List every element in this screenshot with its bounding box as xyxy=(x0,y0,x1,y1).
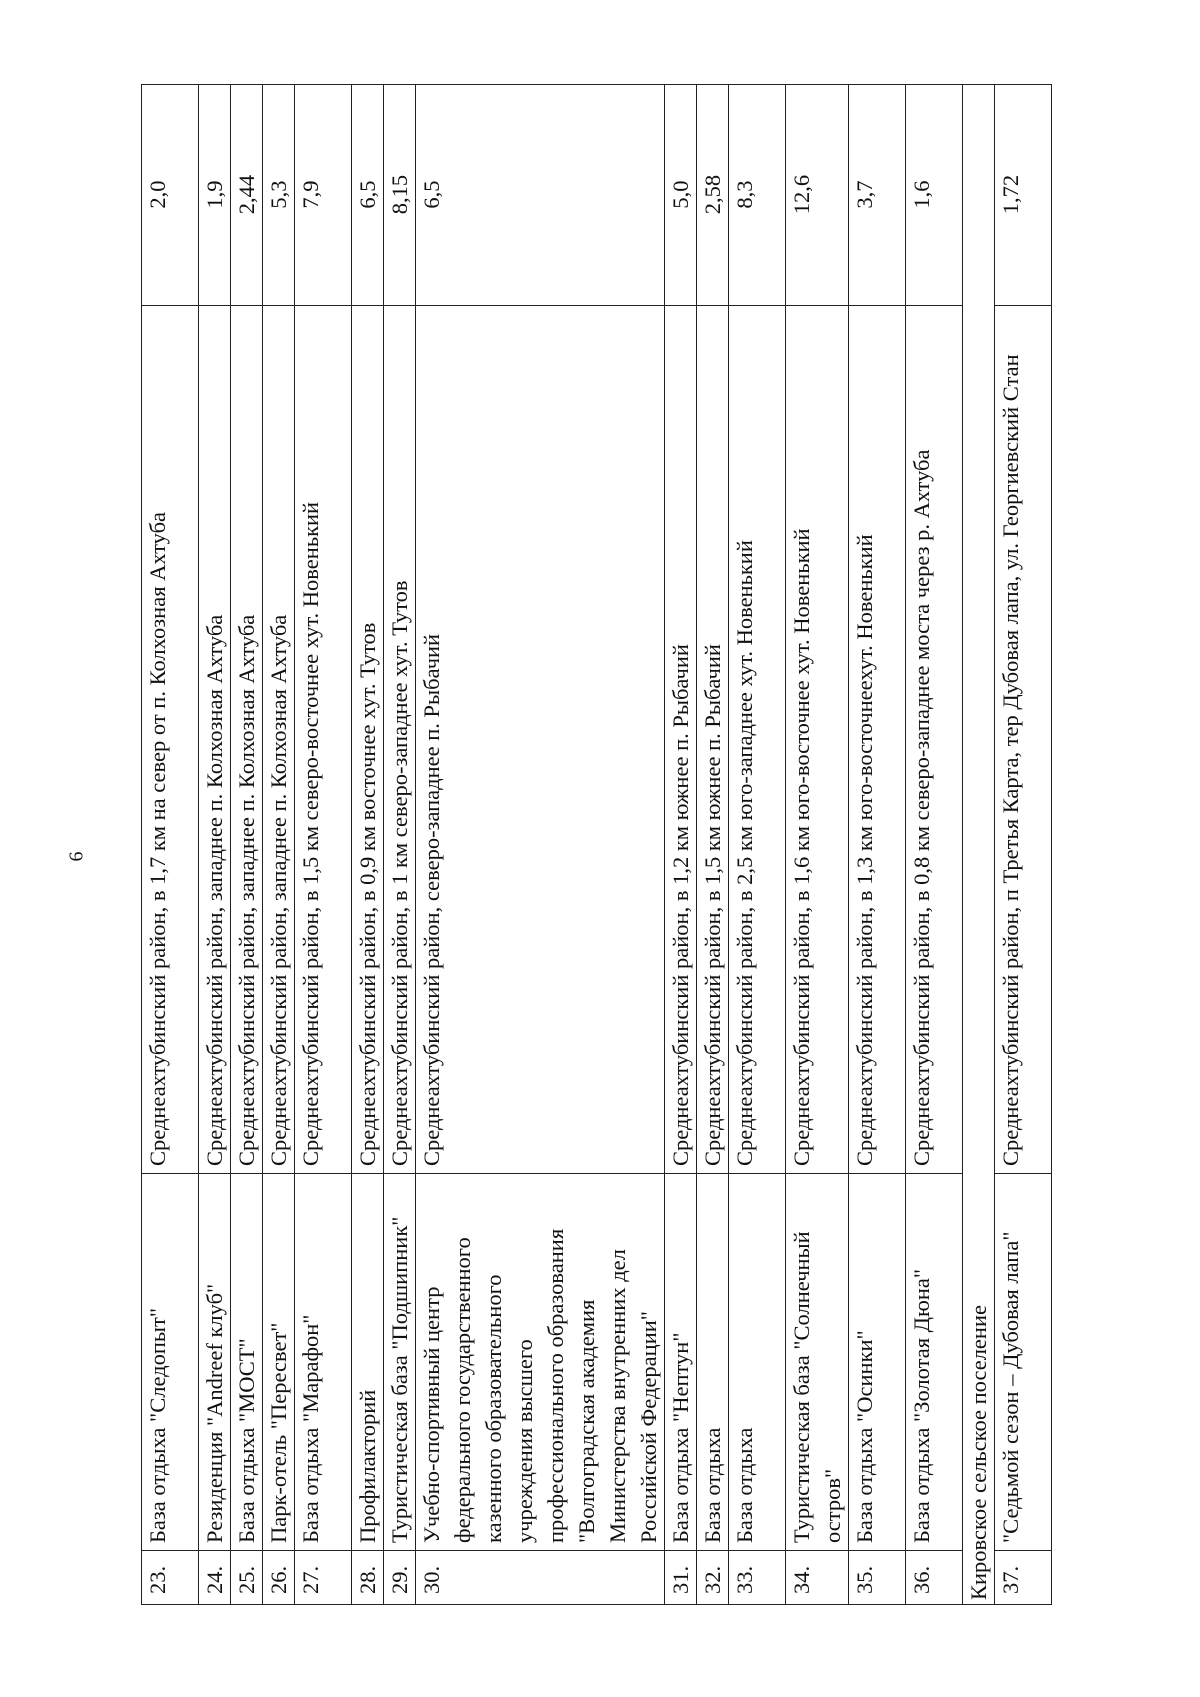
row-number: 37. xyxy=(995,1551,1052,1605)
facility-name: База отдыха "Следопыт" xyxy=(142,1174,199,1551)
row-number: 30. xyxy=(416,1551,665,1605)
table-row xyxy=(906,85,963,1605)
table-row xyxy=(352,85,384,1605)
recreation-facilities-table xyxy=(141,84,1052,1605)
table-row xyxy=(295,85,352,1605)
table-row xyxy=(416,85,665,1605)
row-number: 31. xyxy=(665,1551,697,1605)
facility-location: Среднеахтубинский район, западнее п. Колхозная Ахтуба xyxy=(199,306,231,1174)
row-number: 35. xyxy=(849,1551,906,1605)
facility-location: Среднеахтубинский район, западнее п. Колхозная Ахтуба xyxy=(263,306,295,1174)
facility-location: Среднеахтубинский район, западнее п. Колхозная Ахтуба xyxy=(231,306,263,1174)
facility-name: Туристическая база "Солнечный остров" xyxy=(786,1174,849,1551)
facility-area: 7,9 xyxy=(295,85,352,306)
facility-name: База отдыха "Нептун" xyxy=(665,1174,697,1551)
facility-name: Туристическая база "Подшипник" xyxy=(384,1174,416,1551)
facility-area: 1,9 xyxy=(199,85,231,306)
row-number: 26. xyxy=(263,1551,295,1605)
table-row xyxy=(665,85,697,1605)
facility-name: База отдыха "МОСТ" xyxy=(231,1174,263,1551)
rotated-table-container xyxy=(141,85,1061,1605)
facility-location: Среднеахтубинский район, в 0,9 км восточнее хут. Тутов xyxy=(352,306,384,1174)
facility-name: База отдыха xyxy=(729,1174,786,1551)
facility-location: Среднеахтубинский район, северо-западнее п. Рыбачий xyxy=(416,306,665,1174)
row-number: 34. xyxy=(786,1551,849,1605)
facility-location: Среднеахтубинский район, в 1,2 км южнее п. Рыбачий xyxy=(665,306,697,1174)
facility-name: Парк-отель "Пересвет" xyxy=(263,1174,295,1551)
row-number: 29. xyxy=(384,1551,416,1605)
facility-area: 2,44 xyxy=(231,85,263,306)
row-number: 28. xyxy=(352,1551,384,1605)
facility-name: Профилакторий xyxy=(352,1174,384,1551)
row-number: 25. xyxy=(231,1551,263,1605)
table-row xyxy=(199,85,231,1605)
facility-area: 8,3 xyxy=(729,85,786,306)
table-row xyxy=(263,85,295,1605)
facility-name: Резиденция "Andreef клуб" xyxy=(199,1174,231,1551)
facility-name: База отдыха "Марафон" xyxy=(295,1174,352,1551)
facility-area: 8,15 xyxy=(384,85,416,306)
facility-area: 2,58 xyxy=(697,85,729,306)
facility-area: 1,6 xyxy=(906,85,963,306)
facility-area: 6,5 xyxy=(352,85,384,306)
section-label: Кировское сельское поселение xyxy=(963,85,995,1605)
row-number: 23. xyxy=(142,1551,199,1605)
table-row xyxy=(786,85,849,1605)
section-row xyxy=(963,85,995,1605)
facility-area: 5,3 xyxy=(263,85,295,306)
facility-location: Среднеахтубинский район, в 1,5 км северо-восточнее хут. Новенький xyxy=(295,306,352,1174)
table-row xyxy=(384,85,416,1605)
row-number: 36. xyxy=(906,1551,963,1605)
facility-name: База отдыха "Осинки" xyxy=(849,1174,906,1551)
facility-area: 2,0 xyxy=(142,85,199,306)
facility-area: 6,5 xyxy=(416,85,665,306)
facility-name: Учебно-спортивный центр федерального государственного казенного образовательного учреждения высшего профессионального образования "Волгоградская академия Министерства внутренних дел Российской Федерации" xyxy=(416,1174,665,1551)
facility-area: 12,6 xyxy=(786,85,849,306)
facility-location: Среднеахтубинский район, п Третья Карта, тер Дубовая лапа, ул. Георгиевский Стан xyxy=(995,306,1052,1174)
page-number: 6 xyxy=(65,851,88,862)
table-row xyxy=(849,85,906,1605)
table-row xyxy=(729,85,786,1605)
facility-area: 1,72 xyxy=(995,85,1052,306)
table-row xyxy=(142,85,199,1605)
table-row xyxy=(995,85,1052,1605)
facility-location: Среднеахтубинский район, в 0,8 км северо-западнее моста через р. Ахтуба xyxy=(906,306,963,1174)
row-number: 24. xyxy=(199,1551,231,1605)
facility-location: Среднеахтубинский район, в 1,5 км южнее п. Рыбачий xyxy=(697,306,729,1174)
facility-name: "Седьмой сезон – Дубовая лапа" xyxy=(995,1174,1052,1551)
row-number: 33. xyxy=(729,1551,786,1605)
facility-name: База отдыха xyxy=(697,1174,729,1551)
table-row xyxy=(697,85,729,1605)
facility-location: Среднеахтубинский район, в 1,3 км юго-восточнеехут. Новенький xyxy=(849,306,906,1174)
facility-location: Среднеахтубинский район, в 1,7 км на север от п. Колхозная Ахтуба xyxy=(142,306,199,1174)
facility-location: Среднеахтубинский район, в 1 км северо-западнее хут. Тутов xyxy=(384,306,416,1174)
row-number: 32. xyxy=(697,1551,729,1605)
facility-location: Среднеахтубинский район, в 1,6 км юго-восточнее хут. Новенький xyxy=(786,306,849,1174)
table-row xyxy=(231,85,263,1605)
row-number: 27. xyxy=(295,1551,352,1605)
facility-area: 5,0 xyxy=(665,85,697,306)
facility-location: Среднеахтубинский район, в 2,5 км юго-западнее хут. Новенький xyxy=(729,306,786,1174)
facility-name: База отдыха "Золотая Дюна" xyxy=(906,1174,963,1551)
facility-area: 3,7 xyxy=(849,85,906,306)
